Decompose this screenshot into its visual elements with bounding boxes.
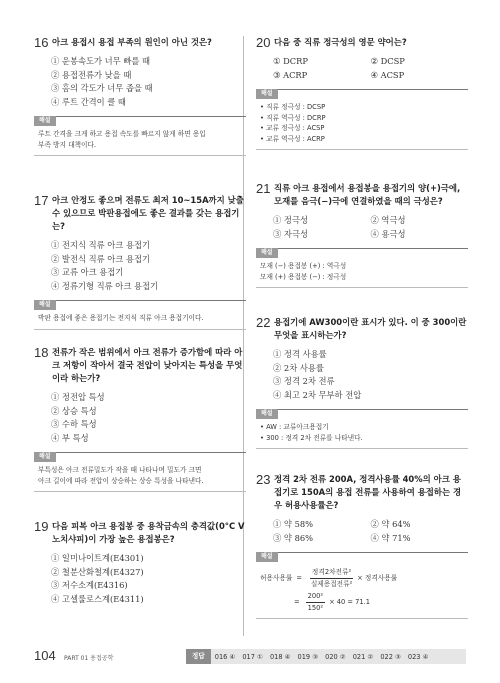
explanation-box [256,409,468,449]
answer-key [186,649,466,664]
option: ② 철분산화철계(E4327) [51,566,144,577]
part-label: PART 01 용접공학 [64,655,114,662]
question-number: 19 [34,519,49,534]
explanation-box [256,552,468,619]
formula-tail: × 정격사용률 [357,573,398,582]
explanation-line: • 300 : 정격 2차 전류를 나타낸다. [260,433,363,442]
question-18 [34,346,246,492]
question-21 [256,182,468,288]
option: ③ 약 86% [273,532,314,543]
explanation-line: 아크 길이에 따라 전압이 상승하는 상승 특성을 나타낸다. [38,476,204,485]
option: ③ 홈의 각도가 너무 좁을 때 [51,83,153,94]
explanation-line: 모재 (+) 용접봉 (−) : 정극성 [260,272,347,281]
formula-numerator-2: 200² [306,591,325,603]
explanation-tag: 해설 [256,552,278,562]
question-text: 직류 아크 용접에서 용접봉을 용접기의 양(+)극에, 모재를 음극(−)극에 연결하였을 때의 극성은? [274,183,461,206]
option: ② 용접전류가 낮을 때 [51,69,132,80]
option: ② 약 64% [370,519,411,529]
option: ① 정극성 [273,215,308,225]
option: ④ ACSP [370,69,405,80]
question-number: 20 [256,35,271,50]
question-19 [34,520,246,606]
option: ② 발전식 직류 아크 용접기 [51,253,150,264]
question-text: 다음 피복 아크 용접봉 중 용착금속의 충격값(0°C V노치샤피)이 가장 높은 용접봉은? [52,521,245,544]
question-text: 아크 안정도 좋으며 전류도 최저 10~15A까지 낮출수 있으므로 박판용접에도 좋은 결과를 갖는 용접기는? [52,195,244,231]
question-17 [34,194,246,330]
answer-item: 021 ② [352,652,374,661]
option: ③ ACRP [273,69,308,80]
option: ④ 약 71% [370,532,411,543]
explanation-box [34,300,246,330]
option: ③ 교류 아크 용접기 [51,267,124,278]
question-number: 16 [34,35,49,50]
question-text: 다음 중 직류 정극성의 영문 약어는? [274,37,407,47]
page-number: 104 [34,648,56,663]
explanation-tag: 해설 [34,452,56,462]
answer-item: 022 ③ [380,652,401,661]
explanation-tag: 해설 [256,248,278,258]
option: ① 운봉속도가 너무 빠를 때 [51,56,150,66]
explanation-box [256,248,468,288]
question-number: 21 [256,181,271,196]
formula-denominator: 실제용접전류² [310,579,353,588]
option: ① 정전압 특성 [51,392,105,402]
option: ④ 최고 2차 무부하 전압 [273,389,362,400]
option: ② 상승 특성 [51,405,97,416]
explanation-line: • 교류 역극성 : ACRP [260,134,325,143]
question-22 [256,316,468,449]
answer-tag: 정답 [186,649,211,664]
options [256,348,468,402]
explanation-box [256,89,468,150]
explanation-tag: 해설 [34,116,56,126]
page-footer [0,646,500,670]
explanation-line: • 교류 정극성 : ACSP [260,124,325,133]
formula-tail-2: × 40 = 71.1 [329,597,371,606]
answer-item: 018 ④ [269,652,291,661]
explanation-tag: 해설 [256,409,278,419]
options [34,239,246,293]
question-number: 22 [256,315,271,330]
explanation-line: 루트 간격을 크게 하고 용접 속도를 빠르지 않게 하면 용입 [38,130,206,139]
answer-item: 017 ① [242,652,263,661]
option: ② 역극성 [370,215,406,225]
question-text: 아크 용접시 용접 부족의 원인이 아닌 것은? [52,37,212,47]
explanation-line: • 직류 역극성 : DCRP [260,113,326,122]
option: ④ 정류기형 직류 아크 용접기 [51,280,159,291]
options [256,214,468,241]
explanation-box [34,116,246,156]
question-number: 23 [256,472,271,487]
option: ① 전지식 직류 아크 용접기 [51,240,150,250]
formula-fraction-2 [306,591,325,613]
options [256,518,468,545]
explanation-tag: 해설 [34,300,56,310]
explanation-tag: 해설 [256,89,278,99]
option: ③ 정격 2차 전류 [273,376,335,387]
question-text: 정격 2차 전류 200A, 정격사용률 40%의 아크 용접기로 150A의 용접 전류를 사용하여 용접하는 경우 허용사용률은? [274,474,462,510]
option: ④ 부 특성 [51,432,89,443]
option: ④ 용극성 [370,228,406,239]
question-number: 17 [34,193,49,208]
option: ① DCRP [273,56,308,66]
question-16 [34,36,246,156]
answer-item: 023 ④ [407,652,429,661]
question-text: 용접기에 AW300이란 표시가 있다. 이 중 300이란 무엇을 표시하는가? [274,317,467,340]
options [34,55,246,109]
formula-denominator-2: 150² [307,603,324,612]
answer-item: 016 ④ [214,652,236,661]
question-23 [256,473,468,619]
formula-line-2: = $\frac{\text{200²}}{\text{150²}}$ × 40 = 71.1 [294,592,371,612]
answer-item: 019 ③ [297,652,319,661]
question-text: 전류가 작은 범위에서 아크 전류가 증가함에 따라 아크 저항이 작아서 결국 전압이 낮아지는 특성을 무엇이라 하는가? [52,347,243,383]
option: ① 일미나이트계(E4301) [51,553,144,563]
options [34,391,246,445]
option: ④ 고셀룰로스계(E4311) [51,593,144,604]
formula-fraction [310,567,353,589]
option: ③ 수하 특성 [51,419,97,430]
option: ② 2차 사용률 [273,362,324,373]
option: ③ 자극성 [273,228,308,239]
question-20 [256,36,468,150]
question-number: 18 [34,345,49,360]
option: ① 정격 사용률 [273,349,327,359]
formula-numerator: 정격2차전류² [310,567,353,579]
option: ④ 루트 간격이 클 때 [51,96,126,107]
explanation-line: 부족 방지 대책이다. [38,140,97,149]
options [34,552,246,606]
answer-item: 020 ② [325,652,346,661]
explanation-line: • AW : 교류아크용접기 [260,423,329,432]
formula-line: 허용사용률 = $\frac{\text{정격2차전류²}}{\text{실제용접전류²}}$ × 정격사용률 [260,568,398,588]
option: ① 약 58% [273,519,314,529]
explanation-line: 모재 (−) 용접봉 (+) : 역극성 [260,262,347,271]
explanation-line: 박판 용접에 좋은 용접기는 전지식 직류 아크 용접기이다. [38,314,204,323]
formula-lhs: 허용사용률 [260,573,293,582]
option: ③ 저수소계(E4316) [51,580,128,591]
explanation-box [34,452,246,492]
explanation-line: • 직류 정극성 : DCSP [260,103,326,112]
options [256,55,468,82]
option: ② DCSP [370,56,405,66]
explanation-line: 부특성은 아크 전류밀도가 작을 때 나타나며 밀도가 크면 [38,466,202,475]
